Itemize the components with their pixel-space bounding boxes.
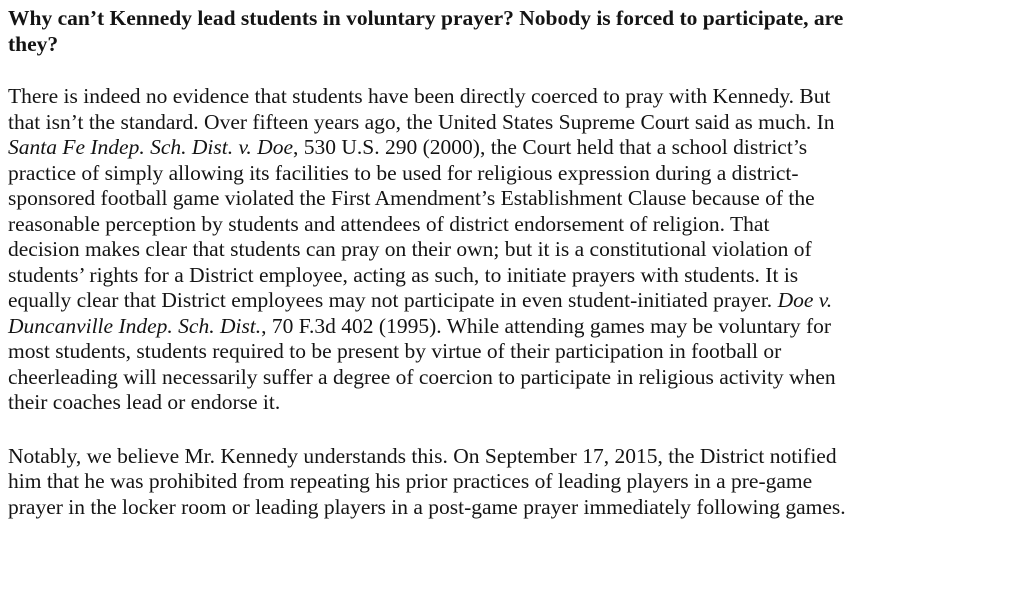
question-line: they? <box>8 31 59 56</box>
paragraph-line: their coaches lead or endorse it. <box>8 390 281 414</box>
answer-paragraph-2 <box>8 444 1016 521</box>
paragraph-line: him that he was prohibited from repeating his prior practices of leading players in a pre-game <box>8 469 813 493</box>
paragraph-spacer <box>8 57 1016 84</box>
paragraph-spacer <box>8 416 1016 444</box>
paragraph-line: There is indeed no evidence that students have been directly coerced to pray with Kennedy. But <box>8 84 831 108</box>
paragraph-line: students’ rights for a District employee, acting as such, to initiate prayers with students. It is <box>8 262 799 287</box>
document-page <box>8 6 1016 520</box>
paragraph-text: , 70 F.3d 402 (1995). While attending games may be voluntary for <box>261 313 832 338</box>
paragraph-line: decision makes clear that students can pray on their own; but it is a constitutional violation of <box>8 237 812 261</box>
paragraph-text: , 530 U.S. 290 (2000), the Court held that a school district’s <box>293 135 808 159</box>
paragraph-line <box>8 288 1016 314</box>
paragraph-line: sponsored football game violated the First Amendment’s Establishment Clause because of the <box>8 186 815 210</box>
paragraph-line: Notably, we believe Mr. Kennedy understands this. On September 17, 2015, the District notified <box>8 443 837 468</box>
case-citation: Duncanville Indep. Sch. Dist. <box>8 313 262 338</box>
case-citation: Santa Fe Indep. Sch. Dist. v. Doe <box>8 135 294 159</box>
paragraph-line: prayer in the locker room or leading players in a post-game prayer immediately following games. <box>8 494 846 519</box>
paragraph-line: practice of simply allowing its facilities to be used for religious expression during a district- <box>8 160 799 185</box>
case-citation: Doe v. <box>777 288 833 312</box>
paragraph-line <box>8 135 1016 161</box>
paragraph-line: reasonable perception by students and attendees of district endorsement of religion. That <box>8 211 770 236</box>
paragraph-line: most students, students required to be present by virtue of their participation in football or <box>8 339 782 363</box>
paragraph-line: that isn’t the standard. Over fifteen years ago, the United States Supreme Court said as much. In <box>8 109 835 134</box>
paragraph-line <box>8 314 1016 340</box>
paragraph-line: cheerleading will necessarily suffer a degree of coercion to participate in religious activity when <box>8 364 836 389</box>
question-heading <box>8 6 1016 57</box>
answer-paragraph-1 <box>8 84 1016 416</box>
paragraph-text: equally clear that District employees may not participate in even student-initiated prayer. <box>8 288 778 312</box>
question-line: Why can’t Kennedy lead students in voluntary prayer? Nobody is forced to participate, are <box>8 6 844 30</box>
